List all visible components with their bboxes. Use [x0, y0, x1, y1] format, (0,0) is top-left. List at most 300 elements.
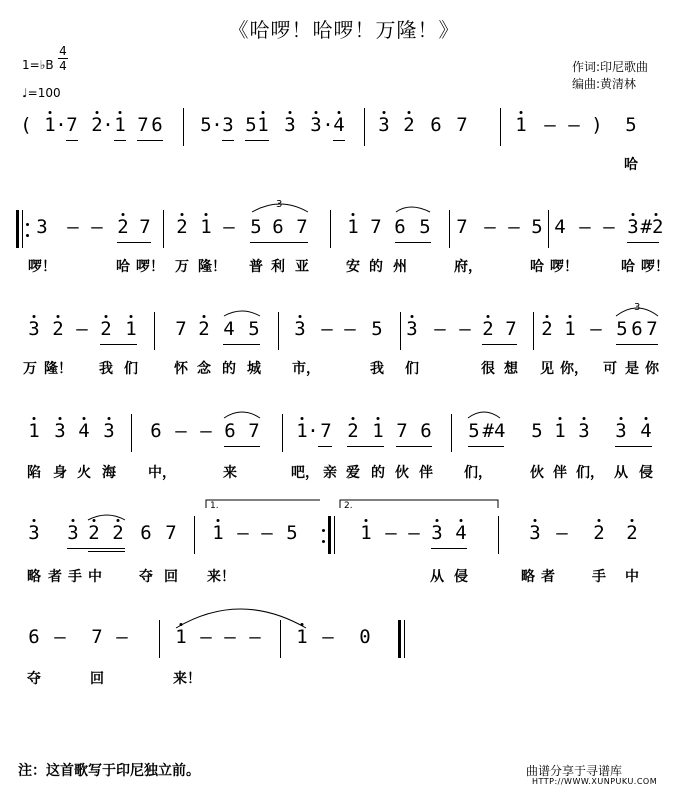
repeat-end	[328, 516, 335, 554]
dash: –	[54, 626, 66, 648]
note: 5	[371, 318, 383, 340]
lyric: 城	[247, 361, 261, 377]
lyric: 可	[603, 361, 617, 377]
note: 1	[44, 114, 56, 136]
note: 6	[150, 420, 162, 442]
high-dot	[520, 111, 523, 114]
dash: –	[484, 216, 496, 238]
high-dot	[105, 315, 108, 318]
high-dot	[460, 519, 463, 522]
lyrics-line-3	[0, 358, 688, 380]
note: 2	[198, 318, 210, 340]
share-credit: 曲谱分享于寻谱库	[526, 764, 623, 778]
high-dot	[108, 417, 111, 420]
high-dot	[411, 315, 414, 318]
volta-2-bracket	[340, 500, 498, 508]
volta-2-label: 2.	[344, 501, 353, 511]
lyric: 府，	[454, 259, 482, 275]
paren-close: )	[591, 114, 603, 136]
note: 3	[28, 318, 40, 340]
high-dot	[352, 417, 355, 420]
score-line-6	[0, 620, 688, 660]
lyric: 怀	[174, 361, 188, 377]
dash: –	[116, 626, 128, 648]
lyric: 的	[371, 465, 385, 481]
note: 1	[515, 114, 527, 136]
song-title: 《哈啰！哈啰！万隆！》	[228, 18, 460, 42]
dash: –	[322, 626, 334, 648]
dash: –	[459, 318, 471, 340]
dash: –	[91, 216, 103, 238]
lyric: 陷	[27, 465, 41, 481]
high-dot	[289, 111, 292, 114]
dot-aug: ·	[102, 114, 114, 136]
lyric: 来	[223, 465, 237, 481]
dash: –	[544, 114, 556, 136]
underline	[224, 446, 260, 447]
note: 4	[640, 420, 652, 442]
note: 6	[28, 626, 40, 648]
high-dot	[96, 111, 99, 114]
high-dot	[130, 315, 133, 318]
dash: –	[568, 114, 580, 136]
underline	[222, 140, 234, 141]
note: 6	[272, 216, 284, 238]
note: 3	[67, 522, 79, 544]
barline	[533, 312, 534, 350]
lyric: 我	[370, 361, 384, 377]
lyricist-credit: 作词:印尼歌曲	[572, 60, 649, 74]
lyric: 的	[369, 259, 383, 275]
note: 2	[112, 522, 124, 544]
note: 7	[137, 114, 149, 136]
underline	[627, 242, 659, 243]
dash: –	[408, 522, 420, 544]
note: 3	[36, 216, 48, 238]
score-line-4	[0, 414, 688, 454]
note: 7	[296, 216, 308, 238]
lyric: 吧，	[291, 465, 319, 481]
lyric: 回	[164, 569, 178, 585]
barline	[282, 414, 283, 452]
lyrics-line-2	[0, 256, 688, 278]
lyric: 啰！	[136, 259, 164, 275]
high-dot	[632, 213, 635, 216]
lyric: 很	[481, 361, 495, 377]
dot-aug: ·	[322, 114, 334, 136]
note: 6	[631, 318, 643, 340]
lyric: 从	[430, 569, 444, 585]
key-signature: 1=♭B	[22, 58, 54, 72]
lyrics-line-4	[0, 462, 688, 484]
note: 3	[294, 318, 306, 340]
note: 1	[564, 318, 576, 340]
note: 1	[175, 626, 187, 648]
lyric: 略	[27, 569, 41, 585]
dash: –	[385, 522, 397, 544]
dash: –	[321, 318, 333, 340]
lyric: 伴	[553, 465, 567, 481]
dash: –	[224, 626, 236, 648]
lyric: 手	[592, 569, 606, 585]
high-dot	[57, 315, 60, 318]
lyric: 略	[521, 569, 535, 585]
dash: –	[200, 626, 212, 648]
dash: –	[508, 216, 520, 238]
note: 1	[200, 216, 212, 238]
note: 3	[103, 420, 115, 442]
barline	[183, 108, 184, 146]
note: 5	[245, 114, 257, 136]
lyric: 哈	[530, 259, 544, 275]
note: 3	[222, 114, 234, 136]
lyric: 安	[346, 259, 360, 275]
lyric: 的	[222, 361, 236, 377]
score-line-1	[0, 108, 688, 148]
lyric: 回	[90, 671, 104, 687]
underline	[250, 242, 308, 243]
note: 1	[114, 114, 126, 136]
site-url[interactable]: HTTP://WWW.XUNPUKU.COM	[532, 777, 658, 786]
paren-open: (	[20, 114, 32, 136]
note: 6	[224, 420, 236, 442]
note: 1	[296, 626, 308, 648]
meter-denominator: 4	[59, 59, 67, 73]
dash: –	[67, 216, 79, 238]
high-dot	[119, 111, 122, 114]
lyric: 伙	[395, 465, 409, 481]
lyric: 亲	[323, 465, 337, 481]
meter-numerator: 4	[59, 44, 67, 58]
lyric: 哈	[624, 157, 638, 173]
note: 5	[468, 420, 480, 442]
note: 5	[616, 318, 628, 340]
high-dot	[338, 111, 341, 114]
high-dot	[645, 417, 648, 420]
barline	[548, 210, 549, 248]
lyric: 念	[197, 361, 211, 377]
barline	[163, 210, 164, 248]
note: 2	[88, 522, 100, 544]
high-dot	[217, 519, 220, 522]
high-dot	[559, 417, 562, 420]
barline	[131, 414, 132, 452]
dash: –	[434, 318, 446, 340]
underline	[468, 446, 504, 447]
high-dot	[383, 111, 386, 114]
note: 7	[320, 420, 332, 442]
high-dot	[117, 519, 120, 522]
dash: –	[200, 420, 212, 442]
note: 1	[554, 420, 566, 442]
note: 1	[372, 420, 384, 442]
lyric: 们，	[576, 465, 604, 481]
high-dot	[631, 519, 634, 522]
note: 7	[66, 114, 78, 136]
lyric: 中	[625, 569, 639, 585]
note: 6	[394, 216, 406, 238]
underline	[318, 446, 332, 447]
lyric: 伙	[530, 465, 544, 481]
dot-aug: ·	[55, 114, 67, 136]
note: 3	[378, 114, 390, 136]
dot-aug: ·	[307, 420, 319, 442]
note: 1	[360, 522, 372, 544]
lyric: 夺	[139, 569, 153, 585]
note: 7	[165, 522, 177, 544]
barline	[364, 108, 365, 146]
barline	[498, 516, 499, 554]
high-dot	[365, 519, 368, 522]
lyric: 海	[102, 465, 116, 481]
lyrics-line-6	[0, 668, 688, 690]
dash: –	[76, 318, 88, 340]
underline	[347, 446, 384, 447]
high-dot	[203, 315, 206, 318]
note: 2	[403, 114, 415, 136]
lyric: 伴	[419, 465, 433, 481]
repeat-dot	[322, 529, 325, 532]
note: 5	[625, 114, 637, 136]
high-dot	[205, 213, 208, 216]
dash: –	[175, 420, 187, 442]
lyric: 你，	[560, 361, 588, 377]
note: 2	[541, 318, 553, 340]
underline	[333, 140, 345, 141]
note: 3	[406, 318, 418, 340]
note: 7	[646, 318, 658, 340]
lyric: 中	[88, 569, 102, 585]
underline	[117, 242, 151, 243]
lyric: 从	[614, 465, 628, 481]
lyric: 夺	[27, 671, 41, 687]
underline	[223, 344, 260, 345]
high-dot	[377, 417, 380, 420]
note: 7	[396, 420, 408, 442]
high-dot	[299, 315, 302, 318]
note: 4	[223, 318, 235, 340]
dot-aug: ·	[211, 114, 223, 136]
high-dot	[33, 315, 36, 318]
high-dot	[534, 519, 537, 522]
underline	[482, 344, 517, 345]
lyric: 想	[504, 361, 518, 377]
note: 1	[296, 420, 308, 442]
lyric: 啰！	[28, 259, 56, 275]
note: 5	[250, 216, 262, 238]
barline	[278, 312, 279, 350]
dash: –	[249, 626, 261, 648]
barline	[159, 620, 160, 658]
note: 3	[529, 522, 541, 544]
final-barline	[398, 620, 405, 658]
underline	[67, 548, 125, 549]
high-dot	[301, 623, 304, 626]
score-line-2	[0, 210, 688, 250]
high-dot	[598, 519, 601, 522]
note: 2	[52, 318, 64, 340]
note: 6	[420, 420, 432, 442]
lyric: 中，	[148, 465, 176, 481]
note: 7	[370, 216, 382, 238]
note: 2	[100, 318, 112, 340]
underline	[137, 140, 163, 141]
note: 6	[430, 114, 442, 136]
note: 3	[615, 420, 627, 442]
note: 6	[151, 114, 163, 136]
lyric: 侵	[454, 569, 468, 585]
rest: 0	[359, 626, 371, 648]
note: 3	[310, 114, 322, 136]
note: 7	[139, 216, 151, 238]
dash: –	[590, 318, 602, 340]
lyric: 州	[393, 259, 407, 275]
barline	[194, 516, 195, 554]
dash: –	[237, 522, 249, 544]
repeat-start	[16, 210, 23, 248]
lyrics-line-5	[0, 566, 688, 588]
lyrics-line-1	[0, 154, 688, 176]
underline	[615, 446, 652, 447]
note: 5	[531, 216, 543, 238]
high-dot	[546, 315, 549, 318]
high-dot	[620, 417, 623, 420]
barline	[330, 210, 331, 248]
lyric: 们	[405, 361, 419, 377]
lyric: 手	[68, 569, 82, 585]
note: 4	[455, 522, 467, 544]
barline	[500, 108, 501, 146]
triplet-number: 3	[634, 302, 641, 313]
high-dot	[583, 417, 586, 420]
note: 5	[200, 114, 212, 136]
high-dot	[569, 315, 572, 318]
underline	[100, 344, 137, 345]
repeat-dot	[322, 540, 325, 543]
high-dot	[72, 519, 75, 522]
underline	[616, 344, 658, 345]
barline	[451, 414, 452, 452]
note: 1	[212, 522, 224, 544]
note: 3	[28, 522, 40, 544]
lyric: 爱	[346, 465, 360, 481]
high-dot	[655, 213, 658, 216]
lyric: 者	[48, 569, 62, 585]
lyric: 哈	[116, 259, 130, 275]
dash: –	[223, 216, 235, 238]
lyric: 们，	[464, 465, 492, 481]
note: 7	[505, 318, 517, 340]
underline	[245, 140, 269, 141]
lyric: 隆！	[198, 259, 226, 275]
lyric: 侵	[639, 465, 653, 481]
barline	[400, 312, 401, 350]
note: 7	[456, 114, 468, 136]
note: 2	[117, 216, 129, 238]
lyric: 身	[53, 465, 67, 481]
note: 3	[284, 114, 296, 136]
note: 2	[482, 318, 494, 340]
barline	[154, 312, 155, 350]
lyric: 我	[99, 361, 113, 377]
underline	[396, 446, 432, 447]
high-dot	[352, 213, 355, 216]
note: 1	[125, 318, 137, 340]
lyric: 市，	[292, 361, 320, 377]
note: #2	[640, 216, 664, 238]
tempo-marking: ♩=100	[22, 86, 61, 100]
note: 3	[578, 420, 590, 442]
lyric: 普	[249, 259, 263, 275]
note: 1	[347, 216, 359, 238]
score-line-3	[0, 312, 688, 352]
lyric: 们	[124, 361, 138, 377]
note: 3	[431, 522, 443, 544]
high-dot	[122, 213, 125, 216]
dash: –	[579, 216, 591, 238]
note: 4	[333, 114, 345, 136]
lyric: 火	[77, 465, 91, 481]
note: 7	[456, 216, 468, 238]
high-dot	[49, 111, 52, 114]
note: 4	[78, 420, 90, 442]
dash: –	[603, 216, 615, 238]
note: 2	[593, 522, 605, 544]
lyric: 啰！	[641, 259, 669, 275]
lyric: 亚	[295, 259, 309, 275]
volta-1-label: 1.	[210, 501, 219, 511]
high-dot	[180, 623, 183, 626]
lyric: 哈	[621, 259, 635, 275]
lyric: 万	[23, 361, 37, 377]
lyric: 万	[175, 259, 189, 275]
high-dot	[93, 519, 96, 522]
underline	[114, 140, 126, 141]
high-dot	[83, 417, 86, 420]
high-dot	[408, 111, 411, 114]
score-line-5	[0, 516, 688, 556]
dash: –	[344, 318, 356, 340]
volta-1-bracket	[206, 500, 320, 508]
dash: –	[556, 522, 568, 544]
note: 2	[347, 420, 359, 442]
lyric: 你	[645, 361, 659, 377]
high-dot	[436, 519, 439, 522]
high-dot	[315, 111, 318, 114]
high-dot	[59, 417, 62, 420]
triplet-number: 3	[276, 199, 283, 210]
lyric: 啰！	[550, 259, 578, 275]
barline	[280, 620, 281, 658]
note: #4	[482, 420, 506, 442]
underline	[66, 140, 78, 141]
underline	[88, 551, 125, 552]
lyric: 是	[625, 361, 639, 377]
lyric: 见	[540, 361, 554, 377]
note: 5	[419, 216, 431, 238]
note: 4	[554, 216, 566, 238]
high-dot	[181, 213, 184, 216]
note: 3	[627, 216, 639, 238]
lyric: 来！	[173, 671, 201, 687]
time-signature	[58, 44, 68, 73]
high-dot	[301, 417, 304, 420]
note: 2	[176, 216, 188, 238]
note: 1	[257, 114, 269, 136]
note: 7	[91, 626, 103, 648]
high-dot	[262, 111, 265, 114]
barline	[449, 210, 450, 248]
